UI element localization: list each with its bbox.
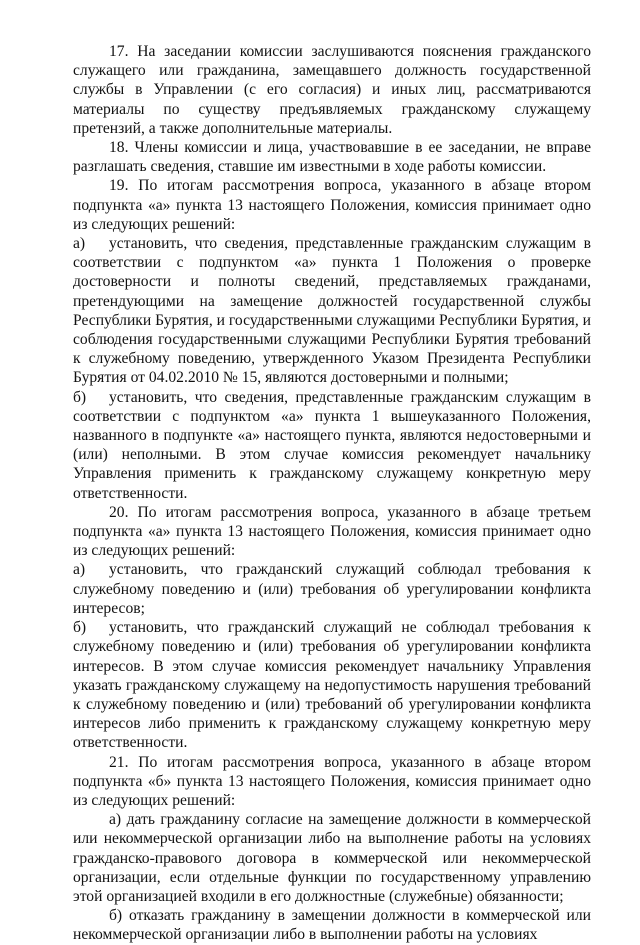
paragraph-19: 19. По итогам рассмотрения вопроса, указанного в абзаце втором подпункта «а» пункта 13 настоящего Положения, комиссия принимает одно из следующих решений: — [73, 177, 591, 233]
paragraph-19-b — [73, 388, 591, 503]
paragraph-21-a: а) дать гражданину согласие на замещение должности в коммерческой или некоммерческой организации либо на выполнение работы на условиях гражданско-правового договора в коммерческой или некоммерческой организации, если отдельные функции по государственному управлению этой организацией входили в его должностные (служебные) обязанности; — [73, 811, 591, 905]
paragraph-20-a — [73, 560, 591, 618]
paragraph-17: 17. На заседании комиссии заслушиваются пояснения гражданского служащего или гражданина, замещавшего должность государственной службы в Управлении (с его согласия) и иных лиц, рассматриваются материалы по существу предъявляемых гражданскому служащему претензий, а также дополнительные материалы. — [73, 43, 591, 137]
paragraph-21-b: б) отказать гражданину в замещении должности в коммерческой или некоммерческой организации либо в выполнении работы на условиях — [73, 907, 591, 944]
paragraph-18: 18. Члены комиссии и лица, участвовавшие в ее заседании, не вправе разглашать сведения, ставшие им известными в ходе работы комиссии. — [73, 139, 591, 176]
item-text: установить, что сведения, представленные гражданским служащим в соответствии с подпунктом «а» пункта 1 Положения о проверке достоверности и полноты сведений, представляемых гражданами, претендующими на замещение должностей государственной службы Республики Бурятия, и государственными служащими Республики Бурятия, и соблюдения государственными служащими Республики Бурятия требований к служебному поведению, утвержденного Указом Президента Республики Бурятия от 04.02.2010 № 15, являются достоверными и полными; — [73, 235, 591, 387]
paragraph-20-b — [73, 618, 591, 752]
item-text: установить, что гражданский служащий соблюдал требования к служебному поведению и (или) требования об урегулировании конфликта интересов; — [73, 561, 591, 617]
item-label: а) — [73, 235, 86, 253]
paragraph-20: 20. По итогам рассмотрения вопроса, указанного в абзаце третьем подпункта «а» пункта 13 настоящего Положения, комиссия принимает одно из следующих решений: — [73, 503, 591, 560]
item-text: установить, что сведения, представленные гражданским служащим в соответствии с подпунктом «а» пункта 1 вышеуказанного Положения, названного в подпункте «а» настоящего пункта, являются недостоверными и (или) неполными. В этом случае комиссия рекомендует начальнику Управления применить к гражданскому служащему конкретную меру ответственности. — [73, 388, 591, 502]
document-page — [73, 42, 591, 945]
item-text: установить, что гражданский служащий не соблюдал требования к служебному поведению и (или) требования об урегулировании конфликта интересов. В этом случае комиссия рекомендует начальнику Управления указать гражданскому служащему на недопустимость нарушения требований к служебному поведению и (или) требований об урегулировании конфликта интересов либо применить к гражданскому служащему конкретную меру ответственности. — [73, 619, 591, 752]
item-label: б) — [73, 619, 87, 637]
item-label: а) — [73, 561, 86, 579]
paragraph-19-a — [73, 234, 591, 388]
item-label: б) — [73, 388, 87, 406]
paragraph-21: 21. По итогам рассмотрения вопроса, указанного в абзаце втором подпункта «б» пункта 13 настоящего Положения, комиссия принимает одно из следующих решений: — [73, 753, 591, 809]
